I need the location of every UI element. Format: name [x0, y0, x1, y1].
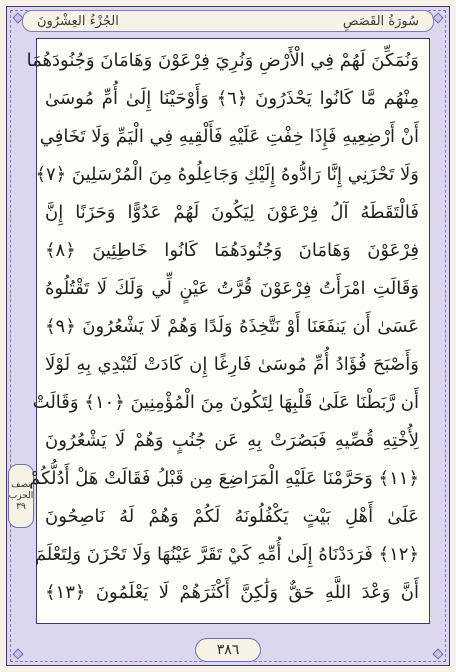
quran-line-2: مِنْهُم مَّا كَانُوا يَحْذَرُونَ ﴿٦﴾ وَأَوْحَيْنَا إِلَىٰ أُمِّ مُوسَىٰ — [45, 88, 420, 109]
quran-line-6: فِرْعَوْنَ وَهَامَانَ وَجُنُودَهُمَا كَانُوا خَاطِئِينَ ﴿٨﴾ — [45, 240, 419, 261]
quran-line-9: وَأَصْبَحَ فُؤَادُ أُمِّ مُوسَىٰ فَارِغًا إِن كَادَتْ لَتُبْدِي بِهِ لَوْلَا — [45, 354, 419, 375]
quran-line-4: وَلَا تَحْزَنِي إِنَّا رَادُّوهُ إِلَيْكِ وَجَاعِلُوهُ مِنَ الْمُرْسَلِينَ ﴿٧﴾ — [35, 164, 419, 185]
juz-title: الجُزْءُ العِشْرُونَ — [37, 13, 119, 29]
page-header — [22, 10, 434, 32]
quran-line-13: عَلَىٰ أَهْلِ بَيْتٍ يَكْفُلُونَهُ لَكُمْ وَهُمْ لَهُ نَاصِحُونَ — [45, 506, 419, 527]
quran-line-5: فَالْتَقَطَهُ آلُ فِرْعَوْنَ لِيَكُونَ لَهُمْ عَدُوًّا وَحَزَنًا إِنَّ — [45, 202, 419, 223]
quran-line-8: عَسَىٰ أَن يَنفَعَنَا أَوْ نَتَّخِذَهُ وَلَدًا وَهُمْ لَا يَشْعُرُونَ ﴿٩﴾ — [45, 316, 419, 337]
quran-line-14: ﴿١٢﴾ فَرَدَدْنَاهُ إِلَىٰ أُمِّهِ كَيْ تَقَرَّ عَيْنُهَا وَلَا تَحْزَنَ وَلِتَعْلَمَ — [34, 544, 419, 565]
hizb-line-1: نصف — [11, 479, 31, 490]
hizb-line-2: الحزب — [8, 490, 34, 501]
quran-line-11: لِأُخْتِهِ قُصِّيهِ فَبَصُرَتْ بِهِ عَن جُنُبٍ وَهُمْ لَا يَشْعُرُونَ — [45, 430, 419, 451]
quran-line-10: أَن رَّبَطْنَا عَلَىٰ قَلْبِهَا لِتَكُونَ مِنَ الْمُؤْمِنِينَ ﴿١٠﴾ وَقَالَتْ — [32, 392, 419, 413]
hizb-line-3: ٣٩ — [16, 501, 26, 512]
quran-line-12: ﴿١١﴾ وَحَرَّمْنَا عَلَيْهِ الْمَرَاضِعَ مِن قَبْلُ فَقَالَتْ هَلْ أَدُلُّكُمْ — [29, 468, 419, 489]
quran-line-3: أَنْ أَرْضِعِيهِ فَإِذَا خِفْتِ عَلَيْهِ فَأَلْقِيهِ فِي الْيَمِّ وَلَا تَخَافِي — [39, 126, 419, 147]
quran-line-15: أَنَّ وَعْدَ اللَّهِ حَقٌّ وَلَٰكِنَّ أَكْثَرَهُمْ لَا يَعْلَمُونَ ﴿١٣﴾ — [45, 582, 419, 603]
page-number-badge: ٣٨٦ — [195, 638, 261, 662]
surah-title: سُورَةُ القَصَصِ — [342, 13, 419, 29]
quran-line-7: وَقَالَتِ امْرَأَتُ فِرْعَوْنَ قُرَّتُ عَيْنٍ لِّي وَلَكَ لَا تَقْتُلُوهُ — [45, 278, 419, 299]
quran-line-1: وَنُمَكِّنَ لَهُمْ فِي الْأَرْضِ وَنُرِيَ فِرْعَوْنَ وَهَامَانَ وَجُنُودَهُمَا — [26, 50, 419, 71]
quran-text-panel — [26, 38, 430, 624]
